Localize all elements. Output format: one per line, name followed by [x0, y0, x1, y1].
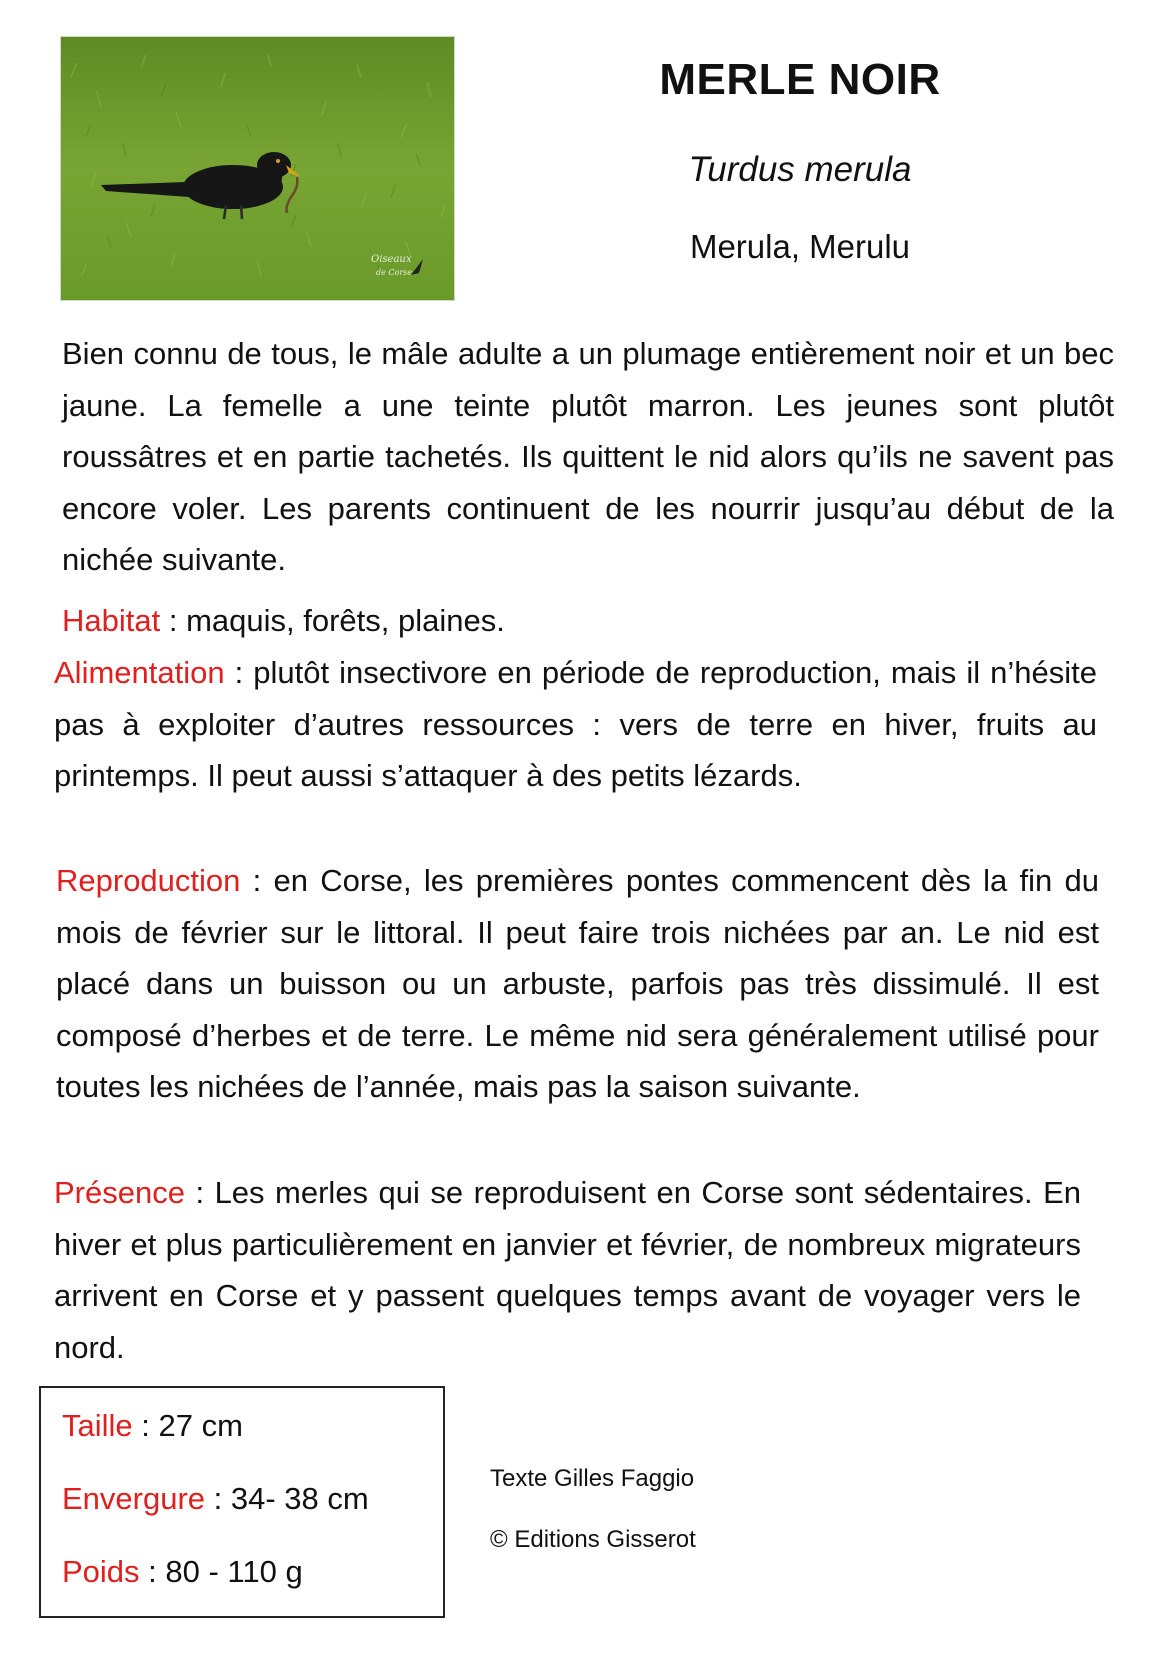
poids-value: : 80 - 110 g: [139, 1554, 303, 1589]
poids-row: [62, 1554, 303, 1590]
poids-label: Poids: [62, 1554, 140, 1589]
envergure-label: Envergure: [62, 1481, 206, 1516]
measurements-box: [39, 1386, 445, 1618]
envergure-row: [62, 1481, 369, 1517]
watermark-text-1: Oiseaux: [371, 254, 412, 265]
watermark-text-2: de Corse: [376, 268, 412, 277]
envergure-value: : 34- 38 cm: [205, 1481, 369, 1516]
reproduction-label: Reproduction: [56, 863, 241, 898]
presence-label: Présence: [54, 1175, 185, 1210]
reproduction-section: [56, 855, 1099, 1113]
page-title: MERLE NOIR: [659, 55, 941, 104]
blackbird-image: [61, 37, 454, 300]
habitat-label: Habitat: [62, 603, 161, 638]
text-credit: Texte Gilles Faggio: [490, 1465, 695, 1492]
scientific-name: Turdus merula: [688, 150, 912, 189]
presence-section: [54, 1167, 1081, 1373]
local-names: Merula, Merulu: [689, 228, 911, 265]
taille-row: [62, 1408, 243, 1444]
bird-photo: [60, 36, 455, 301]
intro-paragraph: Bien connu de tous, le mâle adulte a un plumage entièrement noir et un bec jaune. La femelle a une teinte plutôt marron. Les jeunes sont plutôt roussâtres et en partie tachetés. Ils quittent le nid alors qu’ils ne savent pas encore voler. Les parents continuent de les nourrir jusqu’au début de la nichée suivante.: [62, 336, 1114, 577]
presence-text: : Les merles qui se reproduisent en Corse sont sédentaires. En hiver et plus particulièrement en janvier et février, de nombreux migrateurs arrivent en Corse et y passent quelques temps avant de voyager vers le nord.: [54, 1175, 1081, 1365]
taille-label: Taille: [62, 1408, 133, 1443]
alimentation-label: Alimentation: [54, 655, 225, 690]
alimentation-section: [54, 647, 1097, 802]
taille-value: : 27 cm: [132, 1408, 243, 1443]
habitat-text: : maquis, forêts, plaines.: [160, 603, 505, 638]
reproduction-text: : en Corse, les premières pontes commencent dès la fin du mois de février sur le littoral. Il peut faire trois nichées par an. Le nid est placé dans un buisson ou un arbuste, parfois pas très dissimulé. Il est composé d’herbes et de terre. Le même nid sera généralement utilisé pour toutes les nichées de l’année, mais pas la saison suivante.: [56, 863, 1099, 1104]
alimentation-text: : plutôt insectivore en période de reproduction, mais il n’hésite pas à exploiter d’autres ressources : vers de terre en hiver, fruits au printemps. Il peut aussi s’attaquer à des petits lézards.: [54, 655, 1097, 793]
habitat-section: [62, 595, 1114, 647]
publisher-credit: © Editions Gisserot: [490, 1526, 696, 1553]
